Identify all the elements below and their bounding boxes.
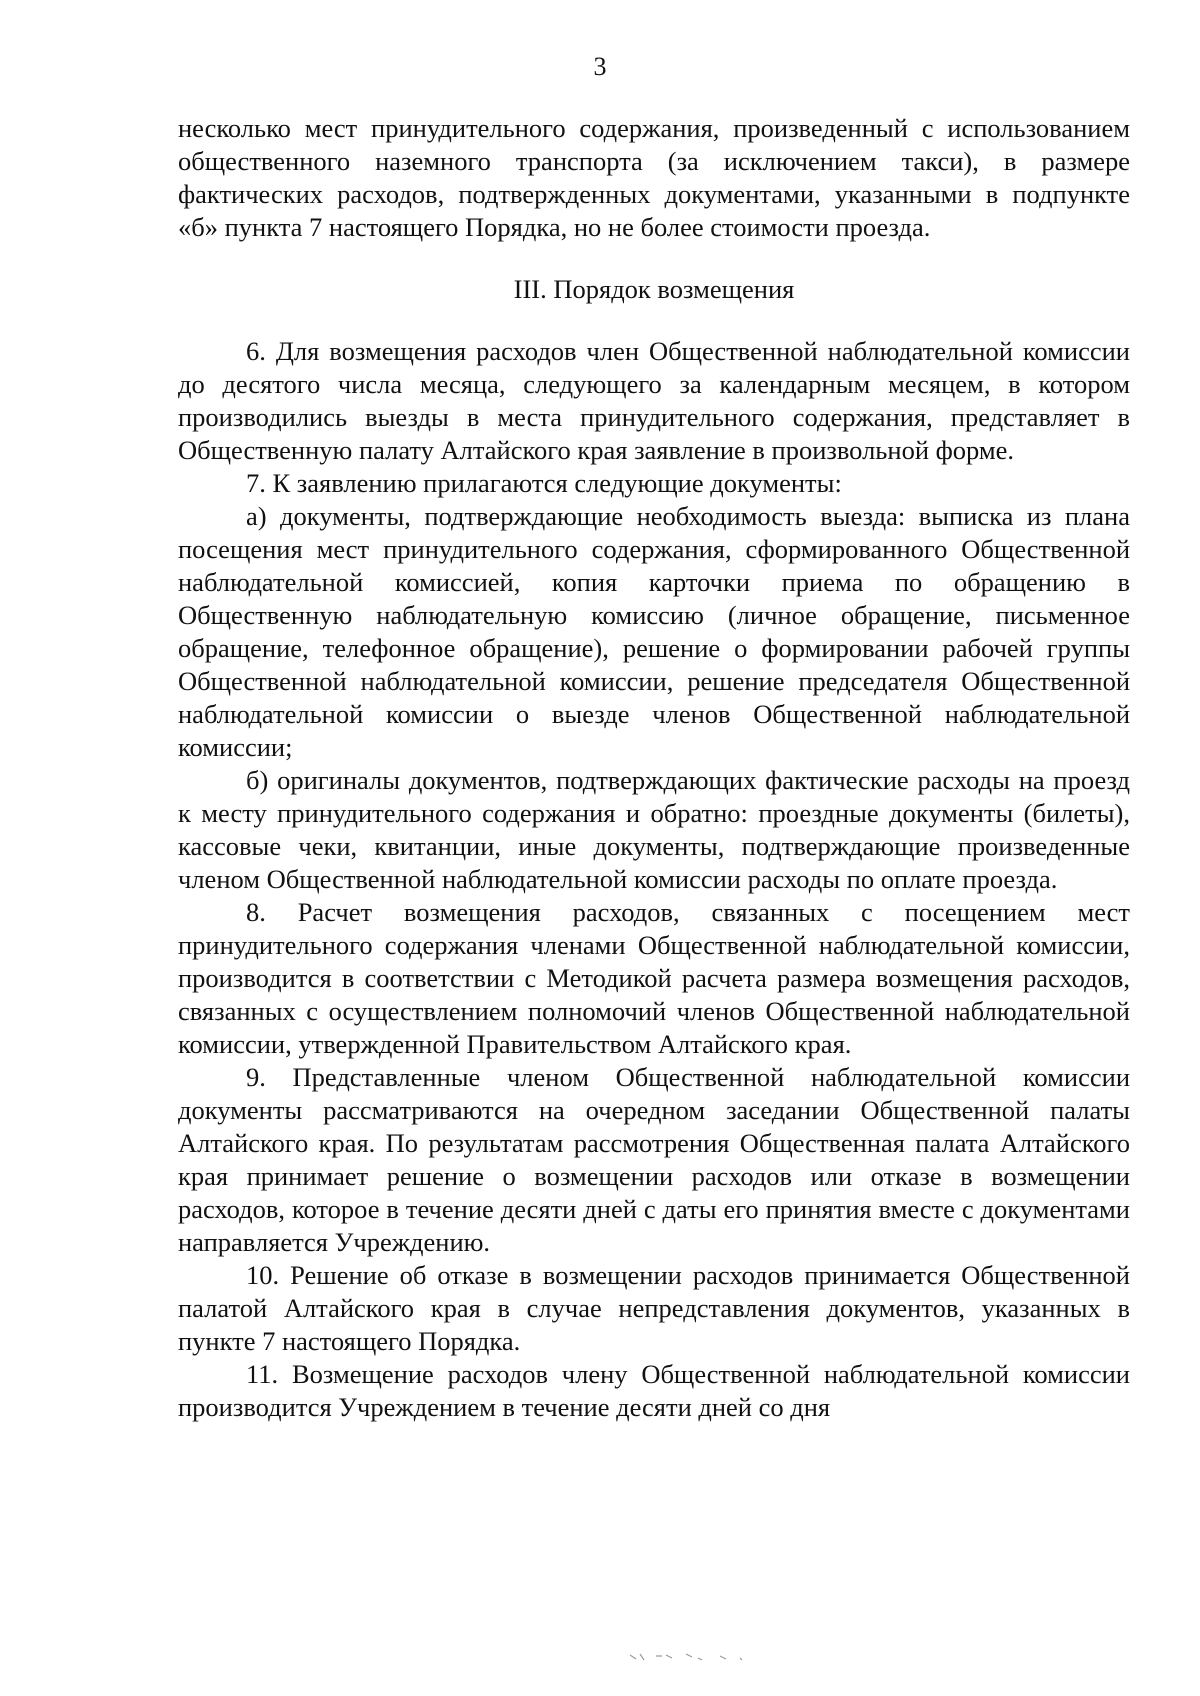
paragraph-7b: б) оригиналы документов, подтверждающих фактические расходы на проезд к месту принудительного содержания и обратно: проездные документы (билеты), кассовые чеки, квитанции, иные документы, подтверждающие произведенные членом Общественной наблюдательной комиссии расходы по оплате проезда.	[178, 765, 1130, 894]
document-body	[178, 112, 1130, 1424]
paragraph-7: 7. К заявлению прилагаются следующие документы:	[246, 468, 842, 498]
paragraph-8: 8. Расчет возмещения расходов, связанных с посещением мест принудительного содержания членами Общественной наблюдательной комиссии, производится в соответствии с Методикой расчета размера возмещения расходов, связанных с осуществлением полномочий членов Общественной наблюдательной комиссии, утвержденной Правительством Алтайского края.	[178, 897, 1130, 1059]
scan-artifact-mark	[628, 1650, 788, 1664]
paragraph-10: 10. Решение об отказе в возмещении расходов принимается Общественной палатой Алтайского края в случае непредставления документов, указанных в пункте 7 настоящего Порядка.	[178, 1260, 1130, 1356]
paragraph-11: 11. Возмещение расходов члену Общественной наблюдательной комиссии производится Учреждением в течение десяти дней со дня	[178, 1359, 1130, 1422]
paragraph-7a: а) документы, подтверждающие необходимость выезда: выписка из плана посещения мест принудительного содержания, сформированного Общественной наблюдательной комиссией, копия карточки приема по обращению в Общественную наблюдательную комиссию (личное обращение, письменное обращение, телефонное обращение), решение о формировании рабочей группы Общественной наблюдательной комиссии, решение председателя Общественной наблюдательной комиссии о выезде членов Общественной наблюдательной комиссии;	[178, 501, 1130, 762]
page-number: 3	[593, 52, 607, 81]
paragraph-9: 9. Представленные членом Общественной наблюдательной комиссии документы рассматриваются на очередном заседании Общественной палаты Алтайского края. По результатам рассмотрения Общественная палата Алтайского края принимает решение о возмещении расходов или отказе в возмещении расходов, которое в течение десяти дней с даты его принятия вместе с документами направляется Учреждению.	[178, 1062, 1130, 1257]
intro-paragraph: несколько мест принудительного содержания, произведенный с использованием общественного наземного транспорта (за исключением такси), в размере фактических расходов, подтвержденных документами, указанными в подпункте «б» пункта 7 настоящего Порядка, но не более стоимости проезда.	[178, 113, 1130, 242]
section-title: III. Порядок возмещения	[513, 274, 795, 304]
paragraph-6: 6. Для возмещения расходов член Общественной наблюдательной комиссии до десятого числа месяца, следующего за календарным месяцем, в котором производились выезды в места принудительного содержания, представляет в Общественную палату Алтайского края заявление в произвольной форме.	[178, 336, 1130, 465]
